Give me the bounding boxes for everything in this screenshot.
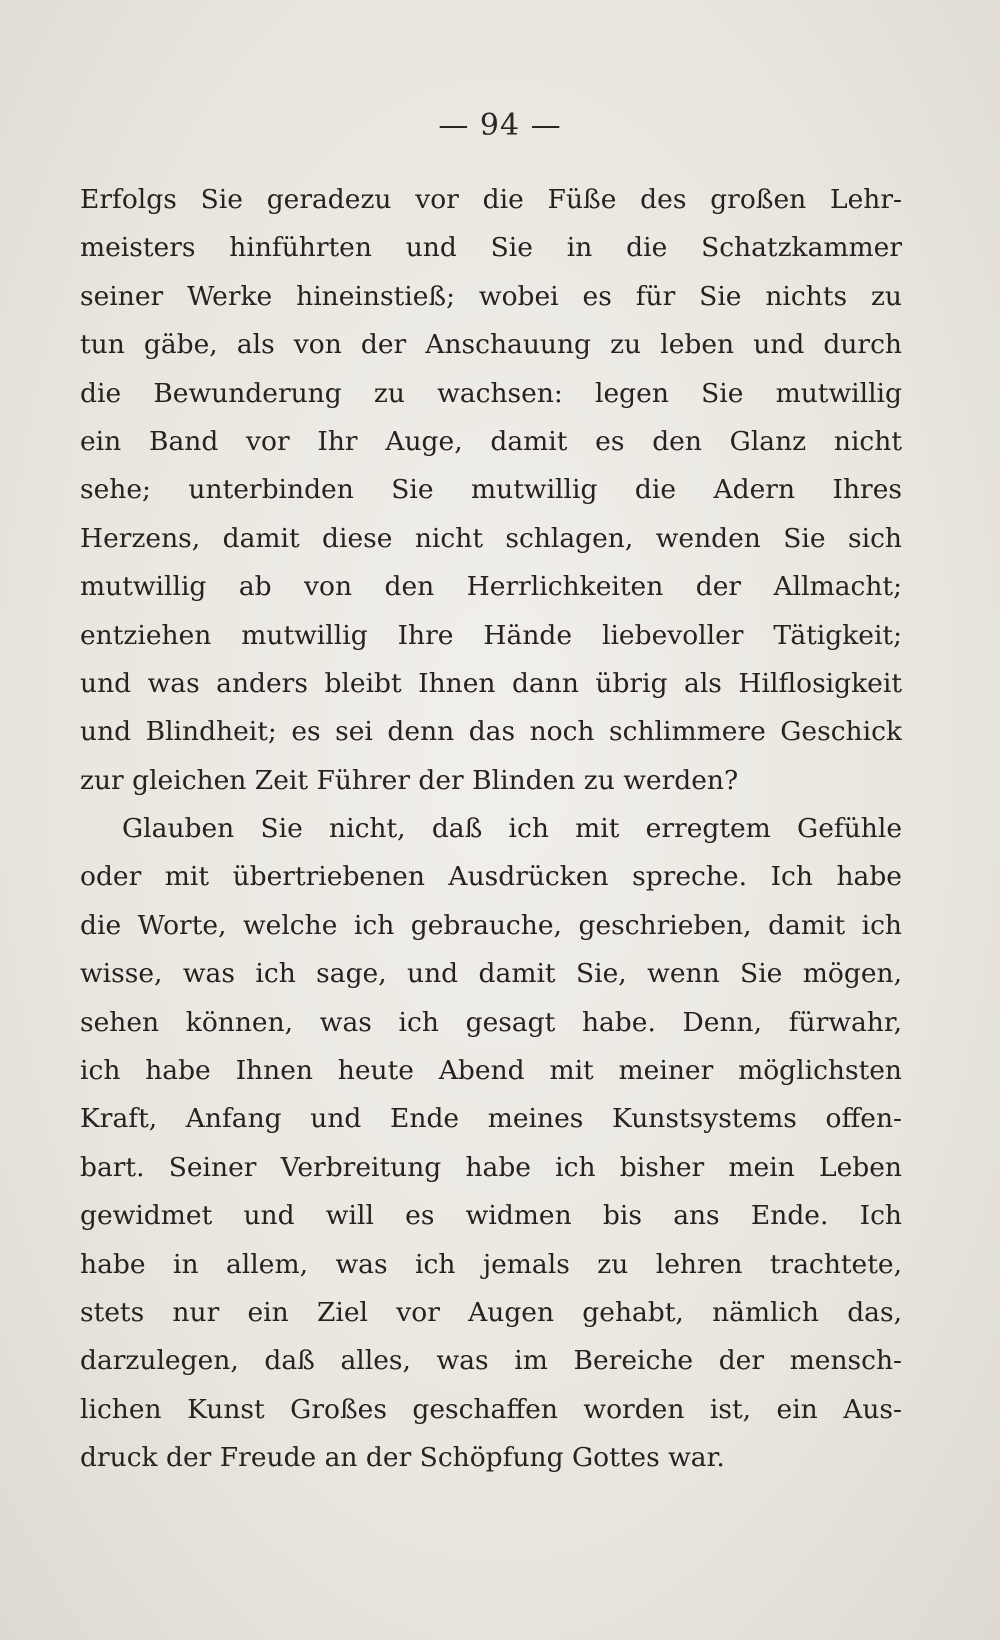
text-line: und was anders bleibt Ihnen dann übrig als Hilflosigkeit — [80, 667, 902, 699]
text-line: und Blindheit; es sei denn das noch schlimmere Geschick — [80, 716, 902, 748]
body-text — [80, 176, 902, 1483]
text-line: gewidmet und will es widmen bis ans Ende. Ich — [80, 1200, 902, 1232]
text-line: seiner Werke hineinstieß; wobei es für Sie nichts zu — [80, 280, 902, 312]
text-line: stets nur ein Ziel vor Augen gehabt, nämlich das, — [80, 1296, 902, 1328]
text-line: druck der Freude an der Schöpfung Gottes war. — [80, 1442, 725, 1474]
text-line: die Worte, welche ich gebrauche, geschrieben, damit ich — [80, 909, 902, 941]
text-line: mutwillig ab von den Herrlichkeiten der Allmacht; — [80, 571, 902, 603]
text-line: zur gleichen Zeit Führer der Blinden zu werden? — [80, 764, 739, 796]
text-line: sehe; unterbinden Sie mutwillig die Adern Ihres — [80, 474, 902, 506]
text-line: habe in allem, was ich jemals zu lehren trachtete, — [80, 1248, 902, 1280]
text-line: oder mit übertriebenen Ausdrücken spreche. Ich habe — [80, 861, 902, 893]
text-line: darzulegen, daß alles, was im Bereiche der mensch- — [80, 1345, 902, 1377]
text-line: sehen können, was ich gesagt habe. Denn, fürwahr, — [80, 1006, 902, 1038]
text-line: tun gäbe, als von der Anschauung zu leben und durch — [80, 329, 902, 361]
text-line: wisse, was ich sage, und damit Sie, wenn Sie mögen, — [80, 958, 902, 990]
text-line: Kraft, Anfang und Ende meines Kunstsystems offen- — [80, 1103, 902, 1135]
text-line: ein Band vor Ihr Auge, damit es den Glanz nicht — [80, 425, 902, 457]
text-line: Erfolgs Sie geradezu vor die Füße des großen Lehr- — [80, 184, 902, 215]
page-number: — 94 — — [438, 108, 562, 143]
text-line: bart. Seiner Verbreitung habe ich bisher mein Leben — [80, 1151, 902, 1183]
text-line: meisters hinführten und Sie in die Schatzkammer — [80, 232, 902, 264]
text-line: lichen Kunst Großes geschaffen worden ist, ein Aus- — [80, 1393, 902, 1425]
text-line: Herzens, damit diese nicht schlagen, wenden Sie sich — [80, 522, 902, 554]
text-line: ich habe Ihnen heute Abend mit meiner möglichsten — [80, 1055, 902, 1087]
text-line: die Bewunderung zu wachsen: legen Sie mutwillig — [80, 377, 902, 409]
text-line: Glauben Sie nicht, daß ich mit erregtem Gefühle — [122, 813, 902, 845]
text-line: entziehen mutwillig Ihre Hände liebevoller Tätigkeit; — [80, 619, 902, 651]
